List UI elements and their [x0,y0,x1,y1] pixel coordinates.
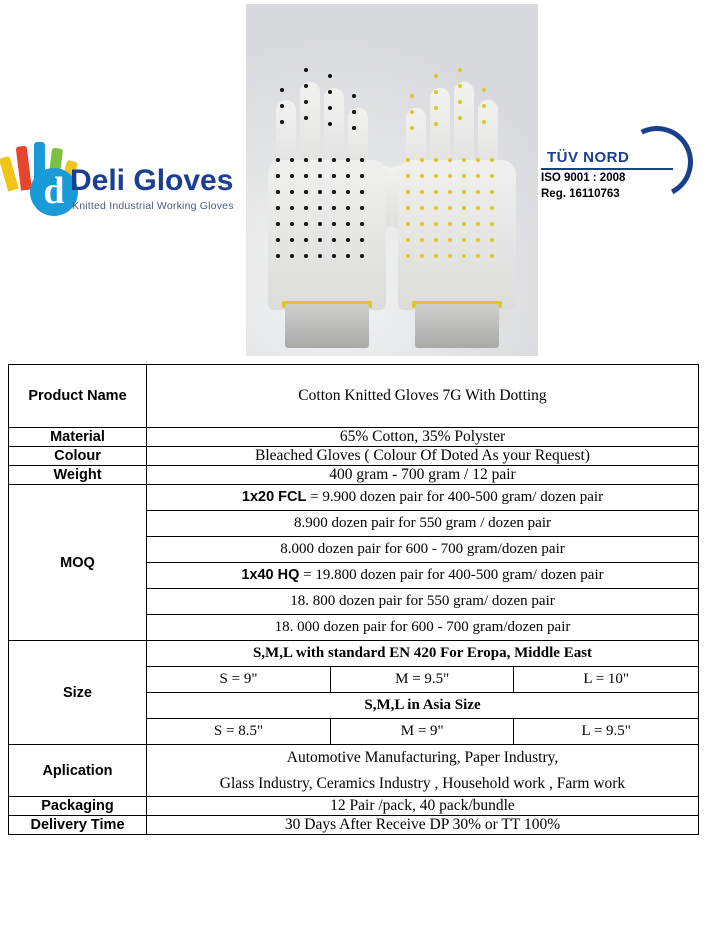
moq-row [147,537,698,563]
table-row [9,428,699,447]
row-value-weight: 400 gram - 700 gram / 12 pair [147,466,699,485]
size-header-asia: S,M,L in Asia Size [147,693,698,719]
size-europe-s: S = 9" [147,667,330,693]
glove-black-dotted [268,48,386,348]
certification-logo [533,126,703,214]
specification-table [8,364,699,835]
row-value-packaging: 12 Pair /pack, 40 pack/bundle [147,797,699,816]
moq-line-0 [147,485,698,511]
application-line-2: Glass Industry, Ceramics Industry , Household work , Farm work [219,774,626,792]
header [0,0,707,358]
certification-reg: Reg. 16110763 [541,188,620,200]
size-asia-s: S = 8.5" [147,719,330,745]
table-row [9,447,699,466]
moq-row [147,485,698,511]
brand-name: Deli Gloves [70,164,234,197]
table-row [9,797,699,816]
divider [541,168,673,170]
certification-name: TÜV NORD [547,149,630,166]
moq-text-2: 8.000 dozen pair for 600 - 700 gram/dozen pair [280,541,565,557]
row-label-packaging: Packaging [9,797,147,816]
row-label-material: Material [9,428,147,447]
row-value-application [147,745,699,797]
dot-pattern-yellow [398,48,516,348]
row-label-delivery-time: Delivery Time [9,816,147,835]
size-row-europe [147,667,698,693]
application-line-1: Automotive Manufacturing, Paper Industry, [286,749,559,766]
table-row [9,641,699,745]
size-europe-l: L = 10" [514,667,698,693]
table-row [9,466,699,485]
row-value-material: 65% Cotton, 35% Polyster [147,428,699,447]
row-value-product-name: Cotton Knitted Gloves 7G With Dotting [147,365,699,428]
dot-pattern-black [268,48,386,348]
row-value-delivery-time: 30 Days After Receive DP 30% or TT 100% [147,816,699,835]
table-row [9,745,699,797]
logo-letter-d: d [30,168,78,216]
row-label-moq: MOQ [9,485,147,641]
size-table [147,641,698,744]
row-value-moq [147,485,699,641]
brand-logo [8,130,248,225]
moq-prefix-3: 1x40 HQ [241,567,300,583]
moq-line-5 [147,615,698,641]
product-photo [246,4,538,356]
moq-text-5: 18. 000 dozen pair for 600 - 700 gram/dozen pair [274,619,571,635]
table-row [9,816,699,835]
moq-line-1 [147,511,698,537]
row-value-size [147,641,699,745]
table-row [9,485,699,641]
size-header-row [147,641,698,667]
size-asia-m: M = 9" [330,719,513,745]
moq-text-1: 8.900 dozen pair for 550 gram / dozen pair [294,515,551,531]
certification-iso: ISO 9001 : 2008 [541,172,626,184]
moq-row [147,589,698,615]
row-label-application: Aplication [9,745,147,797]
table-row [9,365,699,428]
moq-text-4: 18. 800 dozen pair for 550 gram/ dozen pair [290,593,555,609]
moq-prefix-0: 1x20 FCL [241,489,307,505]
size-header-row [147,693,698,719]
row-label-product-name: Product Name [9,365,147,428]
glove-yellow-dotted [398,48,516,348]
moq-line-4 [147,589,698,615]
size-row-asia [147,719,698,745]
moq-row [147,563,698,589]
size-asia-l: L = 9.5" [514,719,698,745]
moq-row [147,511,698,537]
moq-text-3: = 19.800 dozen pair for 400-500 gram/ dozen pair [299,567,604,583]
moq-list [147,485,698,640]
row-value-colour: Bleached Gloves ( Colour Of Doted As your Request) [147,447,699,466]
row-label-colour: Colour [9,447,147,466]
size-europe-m: M = 9.5" [330,667,513,693]
row-label-size: Size [9,641,147,745]
brand-tagline: Knitted Industrial Working Gloves [72,200,234,212]
size-header-europe: S,M,L with standard EN 420 For Eropa, Middle East [147,641,698,667]
moq-line-2 [147,537,698,563]
moq-text-0: = 9.900 dozen pair for 400-500 gram/ dozen pair [306,489,604,505]
row-label-weight: Weight [9,466,147,485]
moq-line-3 [147,563,698,589]
moq-row [147,615,698,641]
